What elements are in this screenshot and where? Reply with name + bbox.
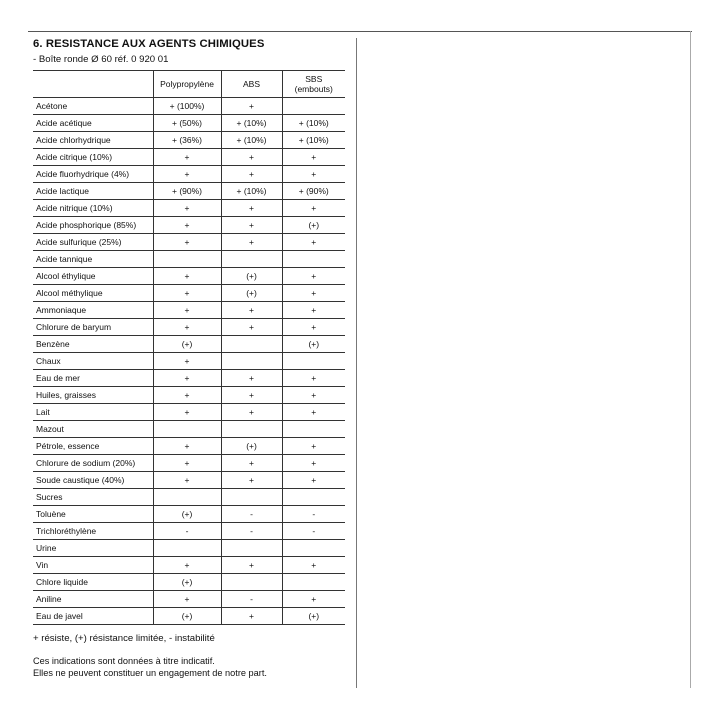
table-row	[33, 217, 345, 234]
sbs-cell: (+)	[282, 336, 345, 353]
table-row	[33, 268, 345, 285]
row-name-cell: Aniline	[33, 591, 153, 608]
sbs-cell: +	[282, 557, 345, 574]
polypropylene-cell: +	[153, 438, 221, 455]
abs-cell: +	[221, 370, 282, 387]
row-name-cell: Ammoniaque	[33, 302, 153, 319]
polypropylene-cell: +	[153, 370, 221, 387]
abs-cell: + (10%)	[221, 115, 282, 132]
sbs-cell	[282, 421, 345, 438]
table-row	[33, 319, 345, 336]
header-abs: ABS	[221, 71, 282, 98]
polypropylene-cell	[153, 421, 221, 438]
disclaimer-line-2: Elles ne peuvent constituer un engagement de notre part.	[33, 667, 267, 678]
table-row	[33, 166, 345, 183]
table-row	[33, 455, 345, 472]
table-row	[33, 557, 345, 574]
abs-cell: +	[221, 557, 282, 574]
abs-cell	[221, 489, 282, 506]
sbs-cell	[282, 574, 345, 591]
sbs-cell: + (10%)	[282, 132, 345, 149]
document-content	[33, 38, 348, 679]
table-row	[33, 302, 345, 319]
table-row	[33, 574, 345, 591]
disclaimer-note	[33, 656, 348, 679]
header-empty-cell	[33, 71, 153, 98]
abs-cell: + (10%)	[221, 132, 282, 149]
sbs-cell: +	[282, 149, 345, 166]
sbs-cell: +	[282, 370, 345, 387]
abs-cell	[221, 421, 282, 438]
abs-cell: +	[221, 98, 282, 115]
sbs-cell: +	[282, 302, 345, 319]
polypropylene-cell: +	[153, 285, 221, 302]
table-row	[33, 200, 345, 217]
polypropylene-cell: +	[153, 302, 221, 319]
table-row	[33, 370, 345, 387]
row-name-cell: Urine	[33, 540, 153, 557]
sbs-cell: (+)	[282, 608, 345, 625]
abs-cell: +	[221, 217, 282, 234]
row-name-cell: Alcool éthylique	[33, 268, 153, 285]
sbs-cell: +	[282, 591, 345, 608]
row-name-cell: Sucres	[33, 489, 153, 506]
polypropylene-cell	[153, 251, 221, 268]
row-name-cell: Acide phosphorique (85%)	[33, 217, 153, 234]
table-row	[33, 387, 345, 404]
polypropylene-cell: (+)	[153, 506, 221, 523]
abs-cell: -	[221, 523, 282, 540]
polypropylene-cell: + (50%)	[153, 115, 221, 132]
row-name-cell: Benzène	[33, 336, 153, 353]
sbs-cell: +	[282, 200, 345, 217]
polypropylene-cell: +	[153, 591, 221, 608]
polypropylene-cell: -	[153, 523, 221, 540]
abs-cell: +	[221, 387, 282, 404]
row-name-cell: Eau de javel	[33, 608, 153, 625]
abs-cell: +	[221, 302, 282, 319]
table-row	[33, 421, 345, 438]
polypropylene-cell: + (36%)	[153, 132, 221, 149]
polypropylene-cell	[153, 489, 221, 506]
row-name-cell: Chaux	[33, 353, 153, 370]
row-name-cell: Acide citrique (10%)	[33, 149, 153, 166]
table-row	[33, 438, 345, 455]
disclaimer-line-1: Ces indications sont données à titre indicatif.	[33, 656, 215, 666]
abs-cell: +	[221, 234, 282, 251]
row-name-cell: Acide tannique	[33, 251, 153, 268]
table-row	[33, 404, 345, 421]
table-row	[33, 506, 345, 523]
polypropylene-cell: (+)	[153, 608, 221, 625]
table-row	[33, 234, 345, 251]
polypropylene-cell: +	[153, 217, 221, 234]
row-name-cell: Chlore liquide	[33, 574, 153, 591]
abs-cell: (+)	[221, 438, 282, 455]
sbs-cell: -	[282, 523, 345, 540]
abs-cell	[221, 353, 282, 370]
table-row	[33, 132, 345, 149]
sbs-cell	[282, 540, 345, 557]
row-name-cell: Acide acétique	[33, 115, 153, 132]
chemical-resistance-table	[33, 70, 345, 625]
polypropylene-cell: + (90%)	[153, 183, 221, 200]
row-name-cell: Toluène	[33, 506, 153, 523]
table-row	[33, 608, 345, 625]
polypropylene-cell: +	[153, 455, 221, 472]
section-title: 6. RESISTANCE AUX AGENTS CHIMIQUES	[33, 38, 265, 50]
row-name-cell: Lait	[33, 404, 153, 421]
row-name-cell: Alcool méthylique	[33, 285, 153, 302]
table-row	[33, 353, 345, 370]
row-name-cell: Chlorure de baryum	[33, 319, 153, 336]
table-row	[33, 183, 345, 200]
sbs-cell: + (10%)	[282, 115, 345, 132]
polypropylene-cell: +	[153, 472, 221, 489]
row-name-cell: Vin	[33, 557, 153, 574]
row-name-cell: Acide fluorhydrique (4%)	[33, 166, 153, 183]
polypropylene-cell: +	[153, 387, 221, 404]
table-row	[33, 98, 345, 115]
abs-cell: +	[221, 472, 282, 489]
row-name-cell: Trichloréthylène	[33, 523, 153, 540]
abs-cell: (+)	[221, 268, 282, 285]
sbs-cell: +	[282, 404, 345, 421]
abs-cell: -	[221, 506, 282, 523]
abs-cell: +	[221, 455, 282, 472]
table-body	[33, 98, 345, 625]
row-name-cell: Chlorure de sodium (20%)	[33, 455, 153, 472]
sbs-cell: +	[282, 387, 345, 404]
sbs-cell	[282, 353, 345, 370]
sbs-cell: +	[282, 285, 345, 302]
table-row	[33, 523, 345, 540]
row-name-cell: Acétone	[33, 98, 153, 115]
table-row	[33, 336, 345, 353]
sbs-cell	[282, 489, 345, 506]
abs-cell: +	[221, 319, 282, 336]
polypropylene-cell: +	[153, 149, 221, 166]
right-edge-rule	[690, 31, 691, 688]
polypropylene-cell: +	[153, 166, 221, 183]
row-name-cell: Pétrole, essence	[33, 438, 153, 455]
polypropylene-cell: +	[153, 234, 221, 251]
sbs-cell: -	[282, 506, 345, 523]
column-separator	[356, 38, 357, 688]
sbs-cell: +	[282, 455, 345, 472]
polypropylene-cell: (+)	[153, 336, 221, 353]
row-name-cell: Eau de mer	[33, 370, 153, 387]
table-row	[33, 591, 345, 608]
row-name-cell: Acide sulfurique (25%)	[33, 234, 153, 251]
table-row	[33, 472, 345, 489]
sbs-cell: +	[282, 268, 345, 285]
abs-cell	[221, 251, 282, 268]
abs-cell: + (10%)	[221, 183, 282, 200]
abs-cell: +	[221, 404, 282, 421]
abs-cell	[221, 336, 282, 353]
polypropylene-cell: +	[153, 353, 221, 370]
table-row	[33, 285, 345, 302]
abs-cell: +	[221, 166, 282, 183]
subtitle: - Boîte ronde Ø 60 réf. 0 920 01	[33, 54, 169, 65]
abs-cell: -	[221, 591, 282, 608]
table-row	[33, 149, 345, 166]
sbs-cell: +	[282, 234, 345, 251]
sbs-cell: +	[282, 438, 345, 455]
header-polypropylene: Polypropylène	[153, 71, 221, 98]
top-rule	[28, 31, 692, 32]
row-name-cell: Acide chlorhydrique	[33, 132, 153, 149]
row-name-cell: Huiles, graisses	[33, 387, 153, 404]
table-header-row	[33, 71, 345, 98]
sbs-cell: +	[282, 319, 345, 336]
polypropylene-cell	[153, 540, 221, 557]
sbs-cell: + (90%)	[282, 183, 345, 200]
sbs-cell	[282, 251, 345, 268]
abs-cell: +	[221, 608, 282, 625]
table-row	[33, 540, 345, 557]
polypropylene-cell: +	[153, 319, 221, 336]
polypropylene-cell: +	[153, 268, 221, 285]
legend: + résiste, (+) résistance limitée, - instabilité	[33, 633, 215, 644]
row-name-cell: Mazout	[33, 421, 153, 438]
polypropylene-cell: +	[153, 404, 221, 421]
abs-cell	[221, 540, 282, 557]
row-name-cell: Acide lactique	[33, 183, 153, 200]
abs-cell: +	[221, 149, 282, 166]
abs-cell: +	[221, 200, 282, 217]
header-sbs: SBS (embouts)	[282, 71, 345, 98]
sbs-cell: +	[282, 166, 345, 183]
polypropylene-cell: + (100%)	[153, 98, 221, 115]
polypropylene-cell: +	[153, 557, 221, 574]
table-row	[33, 115, 345, 132]
sbs-cell: +	[282, 472, 345, 489]
row-name-cell: Acide nitrique (10%)	[33, 200, 153, 217]
polypropylene-cell: +	[153, 200, 221, 217]
sbs-cell	[282, 98, 345, 115]
table-row	[33, 489, 345, 506]
sbs-cell: (+)	[282, 217, 345, 234]
table-row	[33, 251, 345, 268]
row-name-cell: Soude caustique (40%)	[33, 472, 153, 489]
abs-cell: (+)	[221, 285, 282, 302]
abs-cell	[221, 574, 282, 591]
polypropylene-cell: (+)	[153, 574, 221, 591]
